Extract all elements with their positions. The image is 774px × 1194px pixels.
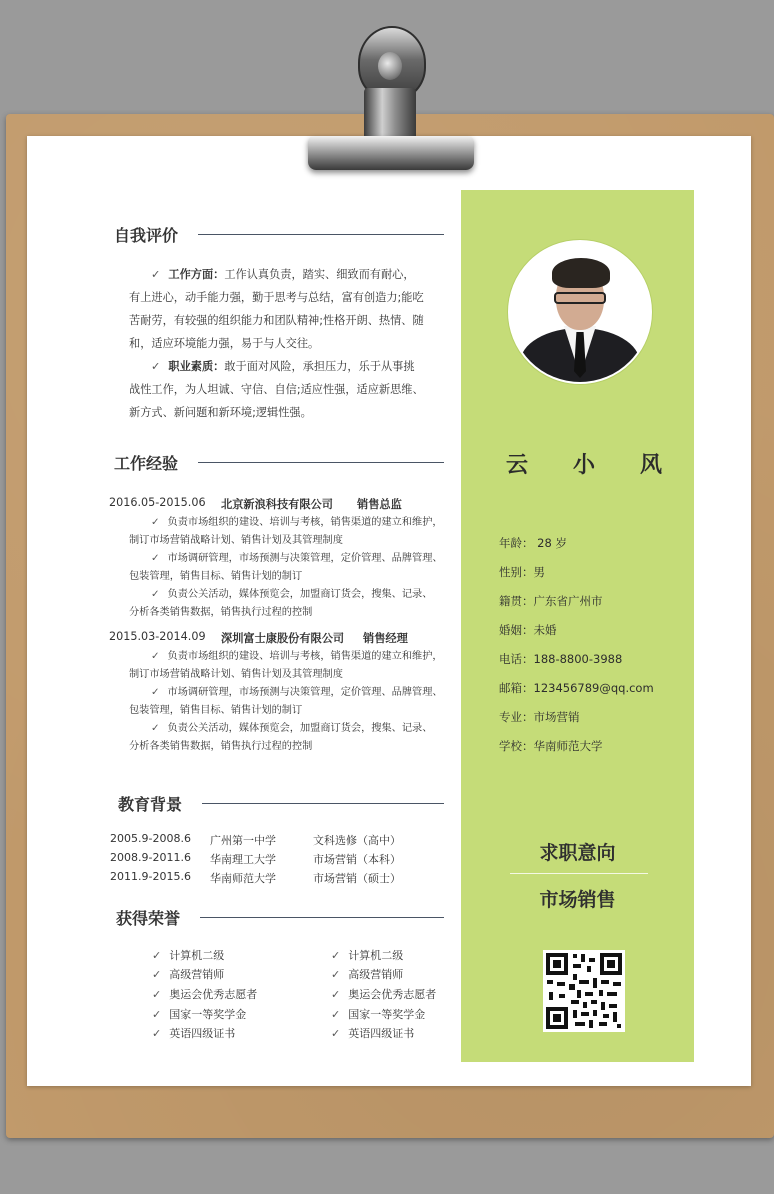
info-marital: 婚姻：未婚 bbox=[499, 623, 557, 637]
job-line: 制订市场营销战略计划、销售计划及其管理制度 bbox=[129, 669, 343, 680]
job-period: 2016.05-2015.06 bbox=[109, 496, 206, 509]
info-age: 年龄： 28 岁 bbox=[499, 536, 567, 550]
info-major: 专业：市场营销 bbox=[499, 710, 580, 724]
check-icon: ✓ bbox=[152, 1027, 162, 1040]
check-icon: ✓ bbox=[152, 988, 162, 1001]
info-school: 学校：华南师范大学 bbox=[499, 739, 603, 753]
section-title: 获得荣誉 bbox=[116, 908, 181, 928]
qr-code-icon bbox=[543, 950, 625, 1032]
job-line: ✓ 市场调研管理，市场预测与决策管理，定价管理、品牌管理、 bbox=[151, 687, 443, 698]
name-char: 风 bbox=[639, 453, 662, 478]
section-divider bbox=[200, 917, 444, 918]
honor-item: ✓ 奥运会优秀志愿者 bbox=[331, 988, 437, 1001]
job-position: 销售经理 bbox=[363, 632, 408, 645]
check-icon: ✓ bbox=[151, 360, 161, 373]
info-gender: 性别：男 bbox=[499, 565, 545, 579]
check-icon: ✓ bbox=[331, 1008, 341, 1021]
edu-school: 华南师范大学 bbox=[210, 872, 276, 885]
check-icon: ✓ bbox=[151, 589, 160, 600]
check-icon: ✓ bbox=[152, 1008, 162, 1021]
check-icon: ✓ bbox=[151, 723, 160, 734]
job-description bbox=[129, 648, 447, 756]
avatar-glasses bbox=[554, 292, 606, 304]
job-position: 销售总监 bbox=[357, 498, 402, 511]
education-row bbox=[110, 832, 430, 850]
edu-major: 文科选修（高中） bbox=[313, 834, 401, 847]
job-line: 分析各类销售数据，销售执行过程的控制 bbox=[129, 607, 313, 618]
honor-item: ✓ 国家一等奖学金 bbox=[152, 1008, 247, 1021]
job-line: ✓ 负责公关活动，媒体预览会，加盟商订货会，搜集、记录、 bbox=[151, 723, 433, 734]
check-icon: ✓ bbox=[331, 1027, 341, 1040]
section-education bbox=[118, 791, 444, 815]
honor-item: ✓ 高级营销师 bbox=[331, 968, 404, 981]
honor-item: ✓ 国家一等奖学金 bbox=[331, 1008, 426, 1021]
self-eval-line: 新方式、新问题和新环境;逻辑性强。 bbox=[129, 406, 312, 419]
check-icon: ✓ bbox=[151, 553, 160, 564]
section-honors bbox=[116, 905, 444, 929]
honor-item: ✓ 计算机二级 bbox=[331, 949, 404, 962]
name-char: 小 bbox=[572, 453, 595, 478]
section-divider bbox=[198, 462, 444, 463]
info-phone: 电话：188-8800-3988 bbox=[499, 652, 623, 666]
self-eval-line: ✓ 工作方面：工作认真负责，踏实、细致而有耐心， bbox=[151, 268, 415, 281]
edu-major: 市场营销（本科） bbox=[313, 853, 401, 866]
section-divider bbox=[198, 234, 444, 235]
job-company: 北京新浪科技有限公司 bbox=[221, 498, 333, 511]
info-email: 邮箱：123456789@qq.com bbox=[499, 681, 654, 695]
job-line: ✓ 市场调研管理，市场预测与决策管理，定价管理、品牌管理、 bbox=[151, 553, 443, 564]
section-self-eval bbox=[114, 222, 444, 246]
self-eval-line: 和，适应环境能力强，易于与人交往。 bbox=[129, 337, 320, 350]
check-icon: ✓ bbox=[152, 968, 162, 981]
honor-item: ✓ 英语四级证书 bbox=[331, 1027, 415, 1040]
check-icon: ✓ bbox=[151, 687, 160, 698]
qr-code-graphic bbox=[543, 950, 625, 1032]
self-eval-line: ✓ 职业素质：敢于面对风险，承担压力，乐于从事挑 bbox=[151, 360, 415, 373]
check-icon: ✓ bbox=[331, 949, 341, 962]
check-icon: ✓ bbox=[151, 268, 161, 281]
section-work bbox=[114, 450, 444, 474]
job-line: 包装管理，销售目标、销售计划的制订 bbox=[129, 705, 303, 716]
check-icon: ✓ bbox=[152, 949, 162, 962]
honor-item: ✓ 计算机二级 bbox=[152, 949, 225, 962]
profile-name bbox=[506, 448, 662, 480]
job-line: 制订市场营销战略计划、销售计划及其管理制度 bbox=[129, 535, 343, 546]
info-hometown: 籍贯：广东省广州市 bbox=[499, 594, 603, 608]
intent-title: 求职意向 bbox=[539, 842, 616, 864]
job-header bbox=[109, 630, 449, 648]
job-line: 包装管理，销售目标、销售计划的制订 bbox=[129, 571, 303, 582]
job-header bbox=[109, 496, 449, 514]
self-eval-line: 苦耐劳，有较强的组织能力和团队精神;性格开朗、热情、随 bbox=[129, 314, 424, 327]
education-row bbox=[110, 851, 430, 869]
avatar bbox=[508, 240, 652, 384]
binder-clip-hole bbox=[378, 52, 402, 80]
edu-period: 2008.9-2011.6 bbox=[110, 851, 191, 864]
section-divider bbox=[202, 803, 444, 804]
honor-item: ✓ 高级营销师 bbox=[152, 968, 225, 981]
section-title: 工作经验 bbox=[114, 453, 179, 473]
intent-divider bbox=[510, 873, 648, 874]
edu-period: 2005.9-2008.6 bbox=[110, 832, 191, 845]
section-title: 自我评价 bbox=[114, 225, 179, 245]
job-period: 2015.03-2014.09 bbox=[109, 630, 206, 643]
job-company: 深圳富士康股份有限公司 bbox=[221, 632, 345, 645]
edu-school: 广州第一中学 bbox=[210, 834, 276, 847]
job-description bbox=[129, 514, 447, 622]
education-row bbox=[110, 870, 430, 888]
edu-school: 华南理工大学 bbox=[210, 853, 276, 866]
check-icon: ✓ bbox=[331, 968, 341, 981]
avatar-hair bbox=[552, 258, 610, 288]
job-line: ✓ 负责市场组织的建设、培训与考核，销售渠道的建立和维护， bbox=[151, 517, 443, 528]
name-char: 云 bbox=[506, 453, 529, 478]
honor-item: ✓ 奥运会优秀志愿者 bbox=[152, 988, 258, 1001]
job-line: ✓ 负责公关活动，媒体预览会，加盟商订货会，搜集、记录、 bbox=[151, 589, 433, 600]
check-icon: ✓ bbox=[331, 988, 341, 1001]
honor-item: ✓ 英语四级证书 bbox=[152, 1027, 236, 1040]
job-line: 分析各类销售数据，销售执行过程的控制 bbox=[129, 741, 313, 752]
binder-clip-base bbox=[308, 136, 474, 170]
self-eval-line: 有上进心，动手能力强，勤于思考与总结，富有创造力;能吃 bbox=[129, 291, 424, 304]
self-eval-text bbox=[129, 263, 431, 424]
section-title: 教育背景 bbox=[118, 794, 183, 814]
self-eval-line: 战性工作，为人坦诚、守信、自信;适应性强，适应新思维、 bbox=[129, 383, 424, 396]
check-icon: ✓ bbox=[151, 651, 160, 662]
check-icon: ✓ bbox=[151, 517, 160, 528]
intent-value: 市场销售 bbox=[539, 889, 616, 911]
edu-period: 2011.9-2015.6 bbox=[110, 870, 191, 883]
edu-major: 市场营销（硕士） bbox=[313, 872, 401, 885]
job-line: ✓ 负责市场组织的建设、培训与考核，销售渠道的建立和维护， bbox=[151, 651, 443, 662]
